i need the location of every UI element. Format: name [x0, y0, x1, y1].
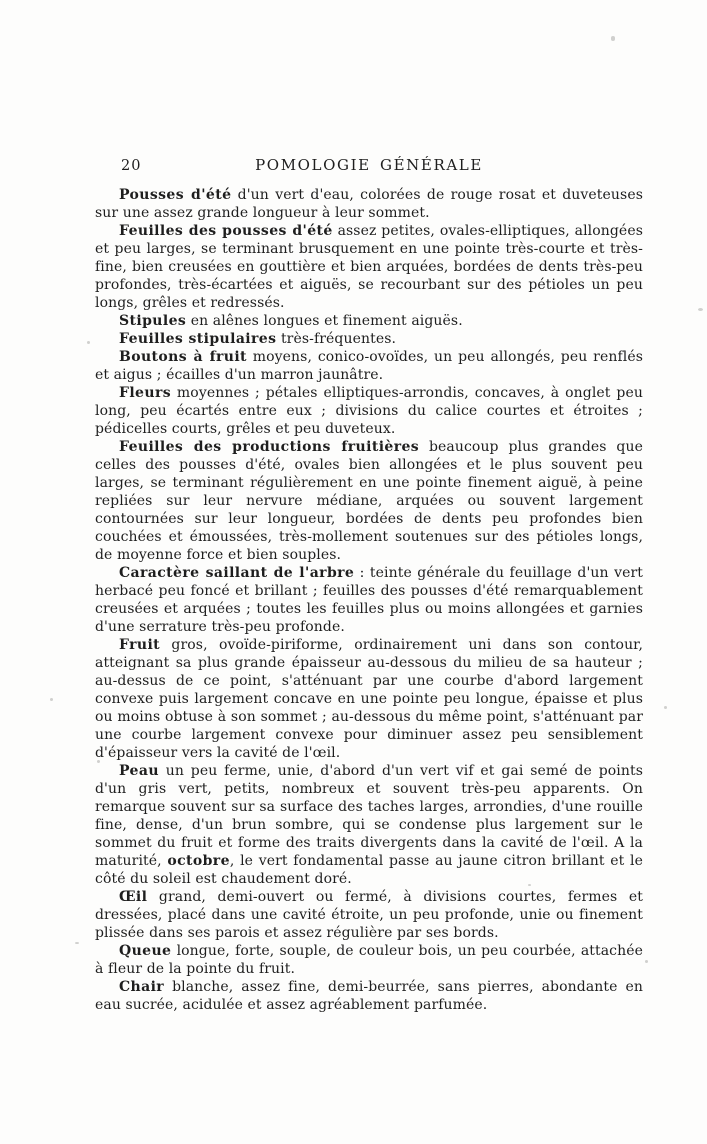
- scan-speckle: [50, 698, 53, 701]
- paragraph-text: gros, ovoïde-piriforme, ordinairement uni dans son contour, atteignant sa plus grande épaisseur au-dessous du milieu de sa hauteur ; au-dessus de ce point, s'atténuant par une courbe d'abord largement convexe puis largement concave en une pointe peu longue, épaisse et plus ou moins obtuse à son sommet ; au-dessous du même point, s'atténuant par une courbe largement convexe pour diminuer assez peu sensiblement d'épaisseur vers la cavité de l'œil.: [95, 637, 643, 761]
- paragraph-text: moyennes ; pétales elliptiques-arrondis, concaves, à onglet peu long, peu écartés entre eux ; divisions du calice courtes et étroites ; pédicelles courts, grêles et peu duveteux.: [95, 385, 643, 437]
- page-body: [95, 186, 643, 1014]
- term-label: Œil: [119, 889, 148, 905]
- term-label: Peau: [119, 763, 159, 779]
- paragraph-text: très-fréquentes.: [276, 331, 397, 347]
- paragraph-feuilles-des-pousses-d-ete: [95, 222, 643, 312]
- term-label: Fruit: [119, 637, 161, 653]
- term-label: Queue: [119, 943, 172, 959]
- scan-speckle: [645, 960, 648, 963]
- paragraph-queue: [95, 942, 643, 978]
- paragraph-text: un peu ferme, unie, d'abord d'un vert vif et gai semé de points d'un gris vert, petits, nombreux et souvent très-peu apparents. On remarque souvent sur sa surface des taches larges, arrondies, d'une rouille fine, dense, d'un brun sombre, qui se condense plus largement sur le sommet du fruit et forme des traits divergents dans la cavité de l'œil. A la maturité,: [95, 763, 643, 869]
- term-label-octobre: octobre: [167, 853, 230, 869]
- scan-speckle: [664, 706, 667, 709]
- paragraph-fruit: [95, 636, 643, 762]
- paragraph-feuilles-des-productions-fruitieres: [95, 438, 643, 564]
- term-label: Feuilles des pousses d'été: [119, 223, 333, 239]
- paragraph-text: grand, demi-ouvert ou fermé, à divisions courtes, fermes et dressées, placé dans une cavité étroite, un peu profonde, unie ou finement plissée dans ses parois et assez régulière par ses bords.: [95, 889, 643, 941]
- paragraph-text: en alênes longues et finement aiguës.: [186, 313, 463, 329]
- page-number: 20: [121, 158, 142, 174]
- term-label: Feuilles des productions fruitières: [119, 439, 420, 455]
- scan-speckle: [698, 308, 703, 311]
- paragraph-text: : teinte générale du feuillage d'un vert herbacé peu foncé et brillant ; feuilles des pousses d'été remarquablement creusées et arquées ; toutes les feuilles plus ou moins allongées et garnies d'une serrature très-peu profonde.: [95, 565, 643, 635]
- paragraph-fleurs: [95, 384, 643, 438]
- paragraph-text: blanche, assez fine, demi-beurrée, sans pierres, abondante en eau sucrée, acidulée et assez agréablement parfumée.: [95, 979, 643, 1013]
- term-label: Pousses d'été: [119, 187, 232, 203]
- term-label: Stipules: [119, 313, 187, 329]
- scan-speckle: [528, 884, 531, 886]
- scan-speckle: [75, 942, 79, 944]
- scan-speckle: [87, 341, 90, 344]
- scan-speckle: [611, 36, 615, 41]
- paragraph-boutons-a-fruit: [95, 348, 643, 384]
- paragraph-text: d'un vert d'eau, colorées de rouge rosat et duveteuses sur une assez grande longueur à leur sommet.: [95, 187, 643, 221]
- term-label: Feuilles stipulaires: [119, 331, 277, 347]
- running-head: POMOLOGIE GÉNÉRALE: [255, 156, 483, 174]
- paragraph-text: longue, forte, souple, de couleur bois, un peu courbée, attachée à fleur de la pointe du fruit.: [95, 943, 643, 977]
- term-label: Chair: [119, 979, 165, 995]
- paragraph-stipules: [95, 312, 643, 330]
- paragraph-text: beaucoup plus grandes que celles des pousses d'été, ovales bien allongées et le plus souvent peu larges, se terminant régulièrement en une pointe finement aiguë, à peine repliées sur leur nervure médiane, arquées ou souvent largement contournées sur leur longueur, bordées de dents peu profondes bien couchées et émoussées, très-mollement soutenues sur des pétioles longs, de moyenne force et bien souples.: [95, 439, 643, 563]
- term-label: Fleurs: [119, 385, 172, 401]
- paragraph-caractere-saillant-de-l-arbre: [95, 564, 643, 636]
- paragraph-text: , le vert fondamental passe au jaune citron brillant et le côté du soleil est chaudement doré.: [95, 853, 643, 887]
- paragraph-feuilles-stipulaires: [95, 330, 643, 348]
- paragraph-text: assez petites, ovales-elliptiques, allongées et peu larges, se terminant brusquement en une pointe très-courte et très-fine, bien creusées en gouttière et bien arquées, bordées de dents très-peu profondes, très-écartées et aiguës, se recourbant sur des pétioles un peu longs, grêles et redressés.: [95, 223, 643, 311]
- term-label: Boutons à fruit: [119, 349, 247, 365]
- paragraph-oeil: [95, 888, 643, 942]
- paragraph-text: moyens, conico-ovoïdes, un peu allongés, peu renflés et aigus ; écailles d'un marron jaunâtre.: [95, 349, 643, 383]
- scan-speckle: [97, 760, 100, 763]
- paragraph-chair: [95, 978, 643, 1014]
- term-label: Caractère saillant de l'arbre: [119, 565, 355, 581]
- paragraph-peau: [95, 762, 643, 888]
- page-header: [95, 156, 643, 178]
- paragraph-pousses-d-ete: [95, 186, 643, 222]
